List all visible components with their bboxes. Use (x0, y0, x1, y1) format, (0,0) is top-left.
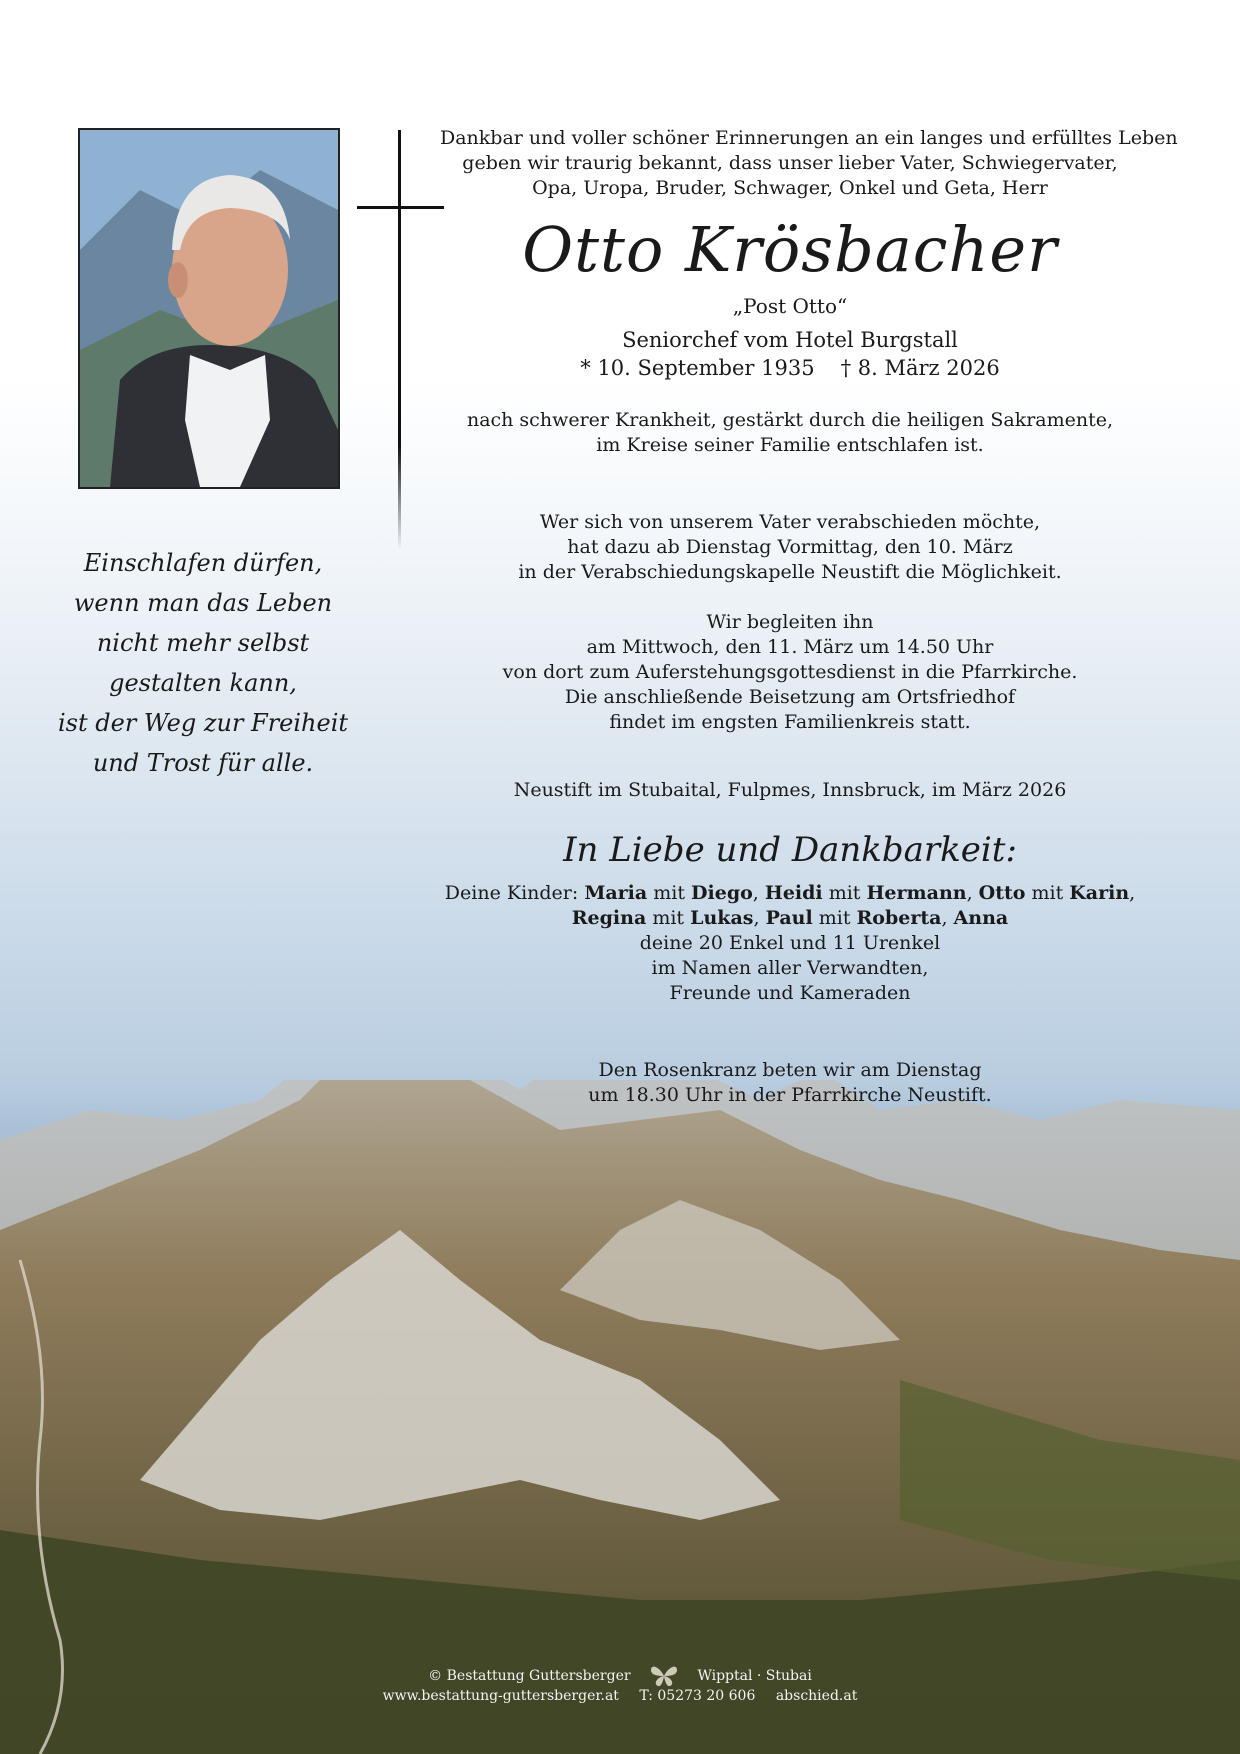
family-member: Diego (691, 882, 753, 904)
family-member: Otto (978, 882, 1026, 904)
life-dates (440, 354, 1140, 382)
family-line (440, 906, 1140, 931)
footer-contact-line (240, 1688, 1000, 1704)
footer-site2[interactable]: abschied.at (775, 1688, 858, 1704)
death-notice-line: im Kreise seiner Familie entschlafen ist. (596, 434, 984, 456)
family-member: Anna (953, 907, 1009, 929)
family-line: deine 20 Enkel und 11 Urenkel (639, 932, 941, 954)
intro-text (440, 126, 1178, 201)
family-separator: , (966, 882, 973, 904)
service-line: Die anschließende Beisetzung am Ortsfriedhof (564, 686, 1016, 708)
family-member: Regina (571, 907, 647, 929)
farewell-info (440, 510, 1140, 585)
mountain-landscape (0, 1080, 1240, 1754)
service-line: von dort zum Auferstehungsgottesdienst in die Pfarrkirche. (502, 661, 1078, 683)
cross-horizontal-bar (357, 206, 444, 209)
rosary-line: Den Rosenkranz beten wir am Dienstag (598, 1059, 982, 1081)
family-separator: , (1129, 882, 1136, 904)
family-connector: mit (653, 882, 685, 904)
family-connector: mit (652, 907, 685, 929)
rosary-line: um 18.30 Uhr in der Pfarrkirche Neustift. (588, 1084, 992, 1106)
place-date: Neustift im Stubaital, Fulpmes, Innsbruck, im März 2026 (513, 779, 1067, 801)
farewell-line: hat dazu ab Dienstag Vormittag, den 10. März (567, 536, 1013, 558)
family-line: Freunde und Kameraden (669, 982, 911, 1004)
family-line (440, 881, 1140, 906)
quote-line: und Trost für alle. (92, 749, 314, 777)
deceased-nickname: „Post Otto“ (732, 294, 848, 318)
memorial-quote (58, 543, 348, 783)
footer-company: © Bestattung Guttersberger (428, 1668, 631, 1684)
footer-phone: T: 05273 20 606 (639, 1688, 756, 1704)
quote-line: nicht mehr selbst (96, 629, 310, 657)
family-member: Maria (584, 882, 648, 904)
family-member: Roberta (856, 907, 942, 929)
family-separator: , (941, 907, 948, 929)
birth-date: * 10. September 1935 (580, 356, 815, 380)
love-heading: In Liebe und Dankbarkeit: (563, 830, 1017, 870)
service-info (440, 610, 1140, 735)
portrait-photo (78, 128, 340, 489)
kids-prefix: Deine Kinder: (444, 882, 579, 904)
family-list (440, 881, 1140, 1006)
intro-line: Opa, Uropa, Bruder, Schwager, Onkel und Geta, Herr (532, 177, 1048, 199)
death-notice (440, 408, 1140, 458)
intro-line: Dankbar und voller schöner Erinnerungen an ein langes und erfülltes Leben (440, 127, 1178, 149)
service-line: findet im engsten Familienkreis statt. (609, 711, 971, 733)
service-line: Wir begleiten ihn (706, 611, 874, 633)
quote-line: wenn man das Leben (73, 589, 333, 617)
footer-company-line (240, 1664, 1000, 1688)
family-member: Paul (765, 907, 813, 929)
cross-vertical-bar (398, 130, 401, 550)
family-member: Heidi (764, 882, 823, 904)
deceased-name: Otto Krösbacher (522, 213, 1058, 286)
family-member: Hermann (866, 882, 967, 904)
family-connector: mit (828, 882, 861, 904)
rosary-info (440, 1058, 1140, 1108)
farewell-line: in der Verabschiedungskapelle Neustift die Möglichkeit. (518, 561, 1062, 583)
family-member: Karin (1069, 882, 1130, 904)
intro-line: geben wir traurig bekannt, dass unser lieber Vater, Schwiegervater, (462, 152, 1118, 174)
butterfly-icon (649, 1664, 679, 1688)
family-separator: , (752, 882, 759, 904)
farewell-line: Wer sich von unserem Vater verabschieden möchte, (539, 511, 1041, 533)
death-notice-line: nach schwerer Krankheit, gestärkt durch die heiligen Sakramente, (466, 409, 1114, 431)
family-connector: mit (818, 907, 851, 929)
footer-website[interactable]: www.bestattung-guttersberger.at (382, 1688, 619, 1704)
family-connector: mit (1031, 882, 1064, 904)
family-separator: , (753, 907, 760, 929)
quote-line: ist der Weg zur Freiheit (58, 709, 349, 737)
deceased-role: Seniorchef vom Hotel Burgstall (622, 328, 958, 352)
death-date: † 8. März 2026 (840, 356, 1000, 380)
quote-line: gestalten kann, (109, 669, 297, 697)
service-line: am Mittwoch, den 11. März um 14.50 Uhr (586, 636, 994, 658)
family-member: Lukas (690, 907, 754, 929)
quote-line: Einschlafen dürfen, (83, 549, 323, 577)
footer-region: Wipptal · Stubai (697, 1668, 812, 1684)
family-line: im Namen aller Verwandten, (651, 957, 929, 979)
